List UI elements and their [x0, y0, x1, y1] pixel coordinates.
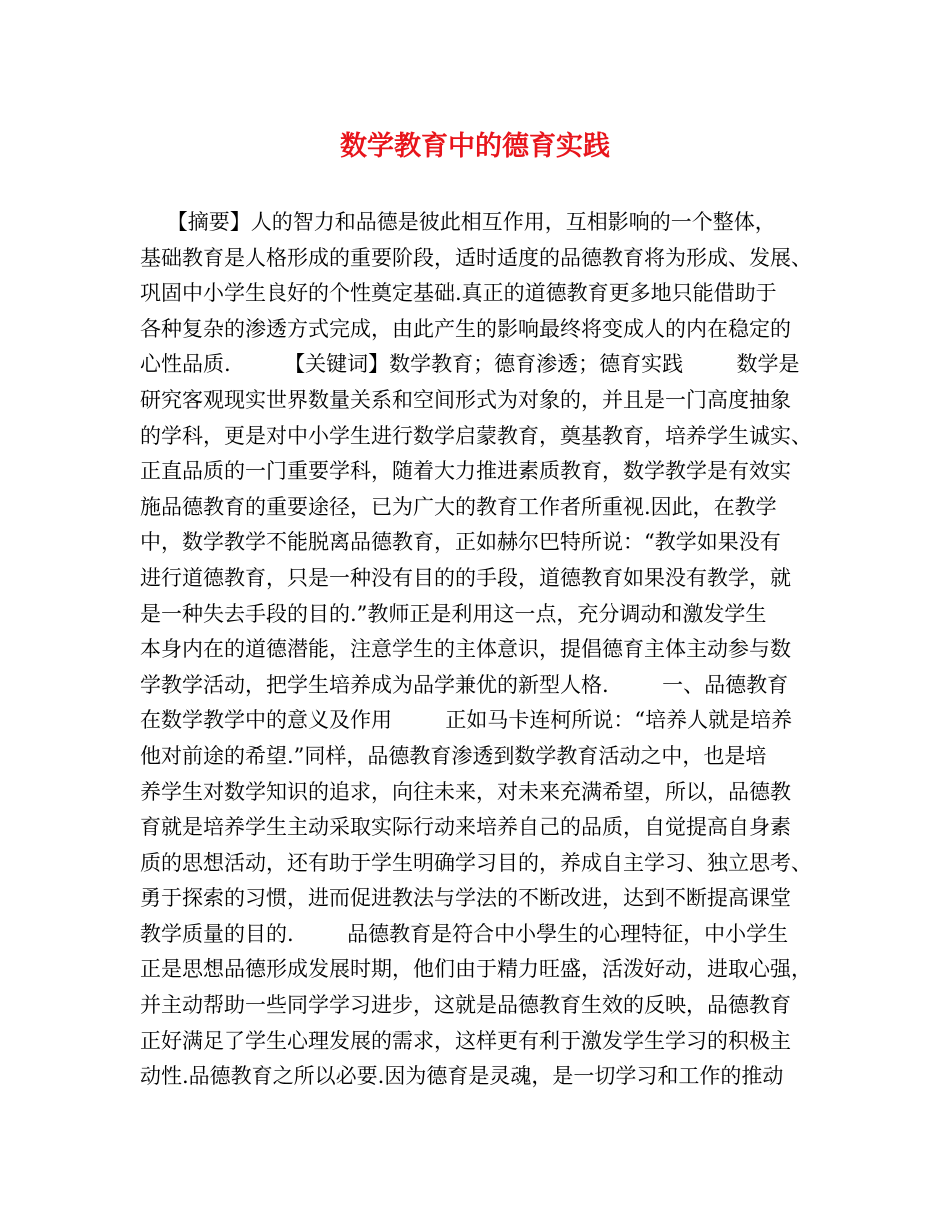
body-line: 心性品质. 【关键词】数学教育；德育渗透；德育实践 数学是 — [140, 352, 800, 377]
body-line: 的学科，更是对中小学生进行数学启蒙教育，奠基教育，培养学生诚实、 — [140, 423, 812, 448]
body-line: 基础教育是人格形成的重要阶段，适时适度的品德教育将为形成、发展、 — [140, 245, 812, 270]
body-line: 各种复杂的渗透方式完成，由此产生的影响最终将变成人的内在稳定的 — [140, 316, 791, 341]
body-line: 质的思想活动，还有助于学生明确学习目的，养成自主学习、独立思考、 — [140, 850, 812, 875]
body-line: 研究客观现实世界数量关系和空间形式为对象的，并且是一门高度抽象 — [140, 387, 791, 412]
body-line: 正是思想品德形成发展时期，他们由于精力旺盛，活泼好动，进取心强， — [140, 957, 812, 982]
body-line: 是一种失去手段的目的.”教师正是利用这一点，充分调动和激发学生 — [140, 601, 767, 626]
body-line: 正好满足了学生心理发展的需求，这样更有利于激发学生学习的积极主 — [140, 1028, 791, 1053]
body-line: 施品德教育的重要途径，已为广大的教育工作者所重视.因此，在教学 — [140, 494, 777, 519]
body-line: 并主动帮助一些同学学习进步，这就是品德教育生效的反映，品德教育 — [140, 993, 791, 1018]
body-line: 养学生对数学知识的追求，向往未来，对未来充满希望，所以，品德教 — [140, 779, 791, 804]
body-line: 【摘要】人的智力和品德是彼此相互作用，互相影响的一个整体， — [140, 210, 776, 234]
body-line: 中，数学教学不能脱离品德教育，正如赫尔巴特所说：“教学如果没有 — [140, 530, 781, 555]
body-line: 学教学活动，把学生培养成为品学兼优的新型人格. 一、品德教育 — [140, 672, 789, 697]
document-body — [140, 205, 830, 1095]
body-line: 动性.品德教育之所以必要.因为德育是灵魂，是一切学习和工作的推动 — [140, 1064, 784, 1089]
body-line: 教学质量的目的. 品德教育是符合中小學生的心理特征，中小学生 — [140, 921, 789, 946]
body-line: 在数学教学中的意义及作用 正如马卡连柯所说：“培养人就是培养 — [140, 708, 793, 733]
body-line: 巩固中小学生良好的个性奠定基础.真正的道德教育更多地只能借助于 — [140, 281, 777, 306]
body-line: 本身内在的道德潜能，注意学生的主体意识，提倡德育主体主动参与数 — [140, 637, 791, 662]
body-line: 正直品质的一门重要学科，随着大力推进素质教育，数学教学是有效实 — [140, 459, 791, 484]
body-line: 进行道德教育，只是一种没有目的的手段，道德教育如果没有教学，就 — [140, 565, 791, 590]
body-line: 育就是培养学生主动采取实际行动来培养自己的品质，自觉提高自身素 — [140, 815, 791, 840]
body-line: 他对前途的希望.”同样，品德教育渗透到数学教育活动之中，也是培 — [140, 743, 767, 768]
body-line: 勇于探索的习惯，进而促进教法与学法的不断改进，达到不断提高课堂 — [140, 886, 791, 911]
document-title: 数学教育中的德育实践 — [340, 131, 610, 162]
